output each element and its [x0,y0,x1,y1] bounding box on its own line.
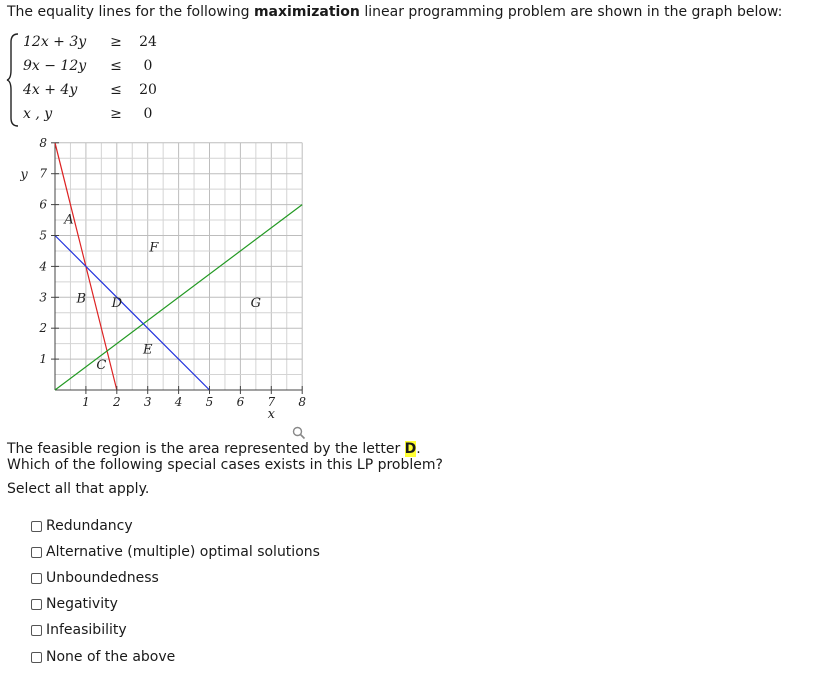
feasible-region-text: The feasible region is the area represented by the letter D. [7,441,421,457]
checkbox[interactable] [31,573,42,584]
y-tick-label: 2 [39,321,47,336]
x-tick-label: 6 [236,395,245,409]
y-tick-label: 6 [39,197,47,212]
option-infeasibility[interactable]: Infeasibility [31,620,127,640]
option-alternative-optimal[interactable]: Alternative (multiple) optimal solutions [31,542,320,562]
checkbox[interactable] [31,547,42,558]
x-tick-label: 2 [112,395,121,409]
y-tick-label: 4 [39,259,47,274]
checkbox[interactable] [31,652,42,663]
region-label-f: F [149,240,159,256]
region-label-c: C [96,357,107,373]
x-tick-label: 5 [205,395,214,409]
question-text: Which of the following special cases exists in this LP problem? [7,457,443,473]
region-label-d: D [111,295,123,311]
x-tick-label: 4 [174,395,183,409]
region-label-b: B [76,291,87,307]
option-none-of-the-above[interactable]: None of the above [31,647,175,667]
x-axis-label: x [267,407,275,422]
lp-graph [0,128,330,428]
option-unboundedness[interactable]: Unboundedness [31,568,159,588]
grid [55,143,302,390]
x-tick-label: 8 [298,395,307,409]
y-tick-label: 8 [39,135,47,150]
region-label-g: G [250,295,262,311]
instruction-text: Select all that apply. [7,481,150,497]
highlighted-letter: D [404,441,417,457]
constraint-system: 12x + 3y ≥ 24 9x − 12y ≤ 0 4x + 4y ≤ 20 x , y ≥ 0 [6,32,176,128]
region-label-e: E [142,342,153,358]
checkbox[interactable] [31,625,42,636]
y-tick-label: 3 [39,290,47,305]
y-tick-label: 7 [39,166,47,181]
checkbox[interactable] [31,599,42,610]
intro-text: The equality lines for the following maximization linear programming problem are shown in the graph below: [7,4,783,20]
y-tick-label: 5 [39,228,47,243]
x-tick-label: 7 [267,395,276,409]
x-tick-label: 3 [143,395,152,409]
option-redundancy[interactable]: Redundancy [31,516,133,536]
x-tick-label: 1 [82,395,90,409]
intro-bold: maximization [253,4,360,20]
region-label-a: A [64,212,74,228]
search-icon [292,426,306,440]
y-tick-label: 1 [39,352,47,367]
option-negativity[interactable]: Negativity [31,594,118,614]
left-brace [6,32,22,128]
checkbox[interactable] [31,521,42,532]
y-axis-label: y [20,167,28,183]
